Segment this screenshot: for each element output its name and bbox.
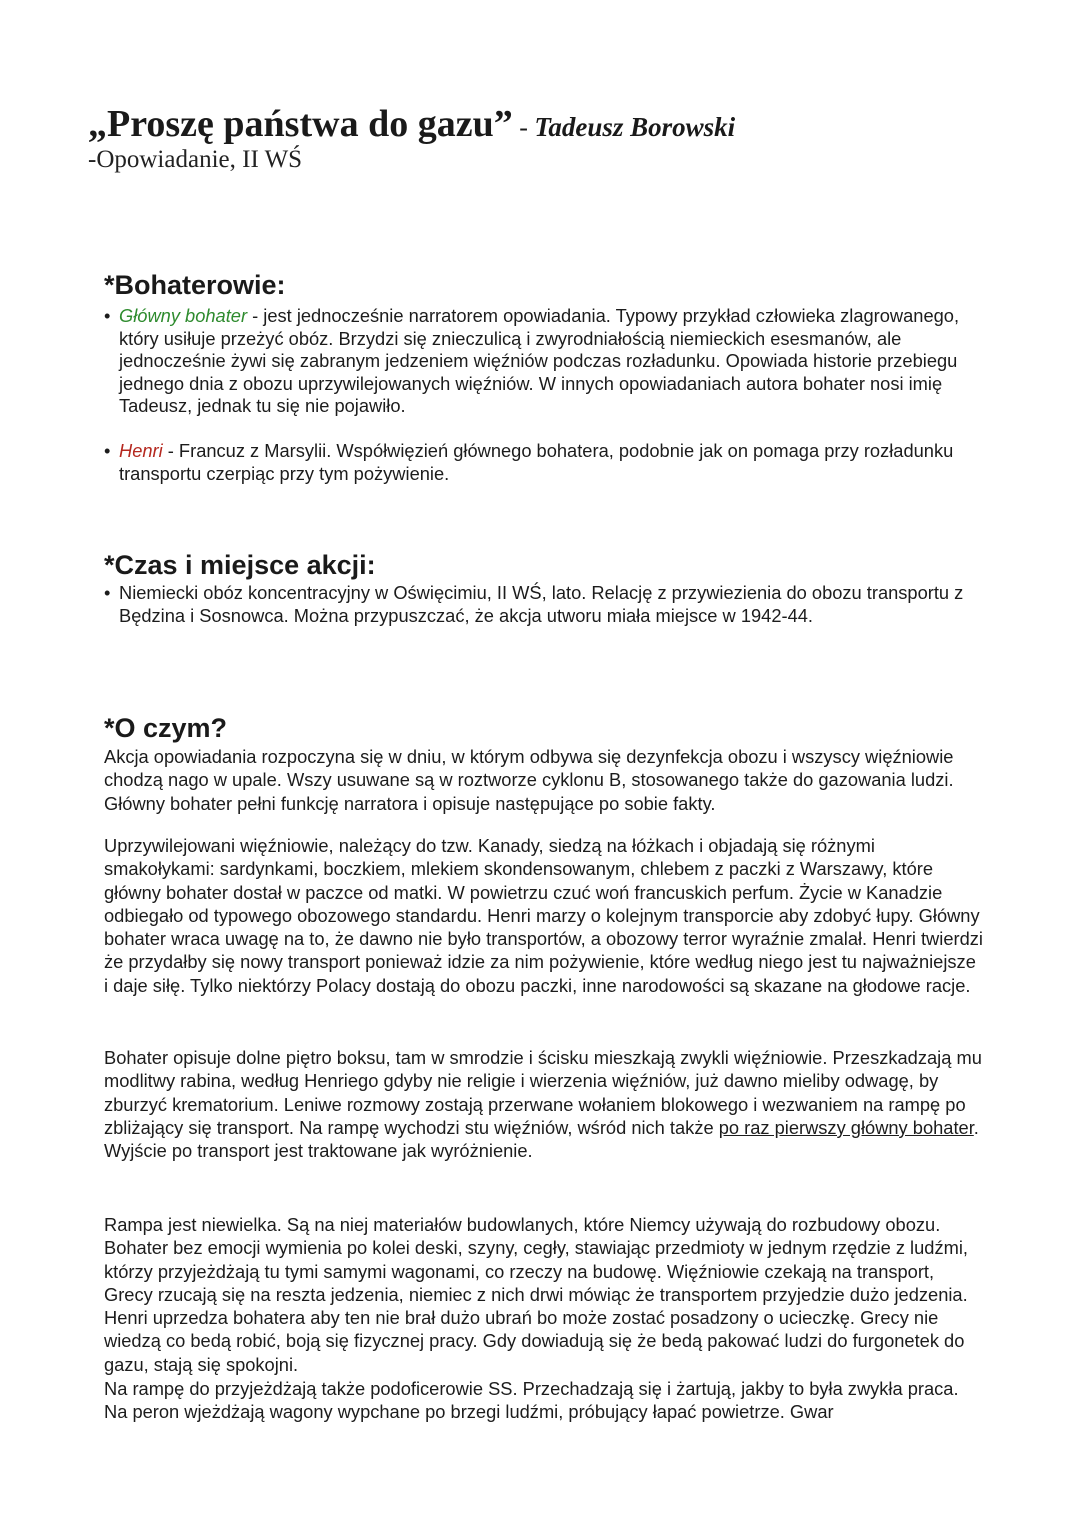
character-item-henri	[104, 440, 984, 485]
characters-heading: *Bohaterowie:	[104, 270, 286, 300]
bullet-icon: •	[104, 440, 111, 461]
character-name: Henri	[119, 440, 163, 461]
document-subtitle: -Opowiadanie, II WŚ	[88, 146, 303, 173]
underlined-text: po raz pierwszy główny bohater	[718, 1116, 974, 1138]
summary-paragraph: Akcja opowiadania rozpoczyna się w dniu, w którym odbywa się dezynfekcja obozu i wszyscy więźniowie chodzą nago w upale. Wszy usuwane są w roztworze cyklonu B, stosowanego także do gazowania ludzi. Główny bohater pełni funkcję narratora i opisuje następujące po sobie fakty.	[104, 746, 954, 814]
document-title	[88, 102, 735, 146]
bullet-icon: •	[104, 582, 111, 603]
summary-paragraph: Rampa jest niewielka. Są na niej materiałów budowlanych, które Niemcy używają do rozbudowy obozu. Bohater bez emocji wymienia po kolei deski, szyny, cegły, stawiając przedmioty w jednym rzędzie z ludźmi, którzy przyjeżdżają tu tymi samymi wagonami, co rzeczy na budowę. Więźniowie czekają na transport, Grecy rzucają się na reszta jedzenia, niemiec z nich drwi mówiąc że transportem przyjedzie dużo jedzenia. Henri uprzedza bohatera aby ten nie brał dużo ubrań bo może zostać posadzony o ucieczkę. Grecy nie wiedzą co bedą robić, boją się fizycznej pracy. Gdy dowiadują się że bedą pakować ludzi do furgonetek do gazu, stają się spokojni.	[104, 1214, 968, 1375]
character-name: Główny bohater	[119, 305, 248, 326]
title-author: Tadeusz Borowski	[534, 112, 736, 142]
title-main: „Proszę państwa do gazu”	[88, 103, 513, 145]
summary-heading: *O czym?	[104, 713, 228, 743]
time-place-text: Niemiecki obóz koncentracyjny w Oświęcimiu, II WŚ, lato. Relację z przywiezienia do obozu transportu z Będzina i Sosnowca. Można przypuszczać, że akcja utworu miała miejsce w 1942-44.	[119, 582, 964, 626]
paragraph-text: . Wyjście po transport jest traktowane jak wyróżnienie.	[104, 1116, 979, 1162]
time-place-heading: *Czas i miejsce akcji:	[104, 550, 376, 580]
character-description: - Francuz z Marsylii. Współwięzień głównego bohatera, podobnie jak on pomaga przy rozładunku transportu czerpiąc przy tym pożywienie.	[119, 440, 954, 484]
title-separator: -	[512, 113, 535, 142]
paragraph-text: Bohater opisuje dolne piętro boksu, tam w smrodzie i ścisku mieszkają zwykli więźniowie. Przeszkadzają mu modlitwy rabina, według Henriego gdyby nie religie i wierzenia więźniów, już dawno mieliby odwagę, by zburzyć krematorium. Leniwe rozmowy zostają przerwane wołaniem blokowego i wezwaniem na rampę po zbliżający się transport. Na rampę wychodzi stu więźniów, wśród nich także	[104, 1047, 982, 1138]
time-place-item	[104, 582, 984, 627]
character-item-main-hero	[104, 305, 984, 418]
bullet-icon: •	[104, 305, 111, 326]
summary-paragraph	[104, 1046, 984, 1162]
character-description: - jest jednocześnie narratorem opowiadania. Typowy przykład człowieka zlagrowanego, który usiłuje przeżyć obóz. Brzydzi się znieczulicą i zwyrodniałością niemieckich esesmanów, ale jednocześnie żywi się zabranym jedzeniem więźniów podczas rozładunku. Opowiada historie przebiegu jednego dnia z obozu uprzywilejowanych więźniów. W innych opowiadaniach autora bohater nosi imię Tadeusz, jednak tu się nie pojawiło.	[119, 305, 960, 416]
summary-paragraph: Uprzywilejowani więźniowie, należący do tzw. Kanady, siedzą na łóżkach i objadają się różnymi smakołykami: sardynkami, boczkiem, mlekiem skondensowanym, chlebem z paczki z Warszawy, które główny bohater dostał w paczce od matki. W powietrzu czuć woń francuskich perfum. Życie w Kanadzie odbiegało od typowego obozowego standardu. Henri marzy o kolejnym transporcie aby zdobyć łupy. Główny bohater wraca uwagę na to, że dawno nie było transportów, a obozowy terror wyraźnie zmalał. Henri twierdzi że przydałby się nowy transport ponieważ idzie za nim pożywienie, które według niego jest tu najważniejsze i daje siłę. Tylko niektórzy Polacy dostają do obozu paczki, inne narodowości są skazane na głodowe racje.	[104, 835, 983, 996]
summary-paragraph: Na rampę do przyjeżdżają także podoficerowie SS. Przechadzają się i żartują, jakby to była zwykła praca. Na peron wjeżdżają wagony wypchane po brzegi ludźmi, próbujący łapać powietrze. Gwar	[104, 1378, 959, 1423]
